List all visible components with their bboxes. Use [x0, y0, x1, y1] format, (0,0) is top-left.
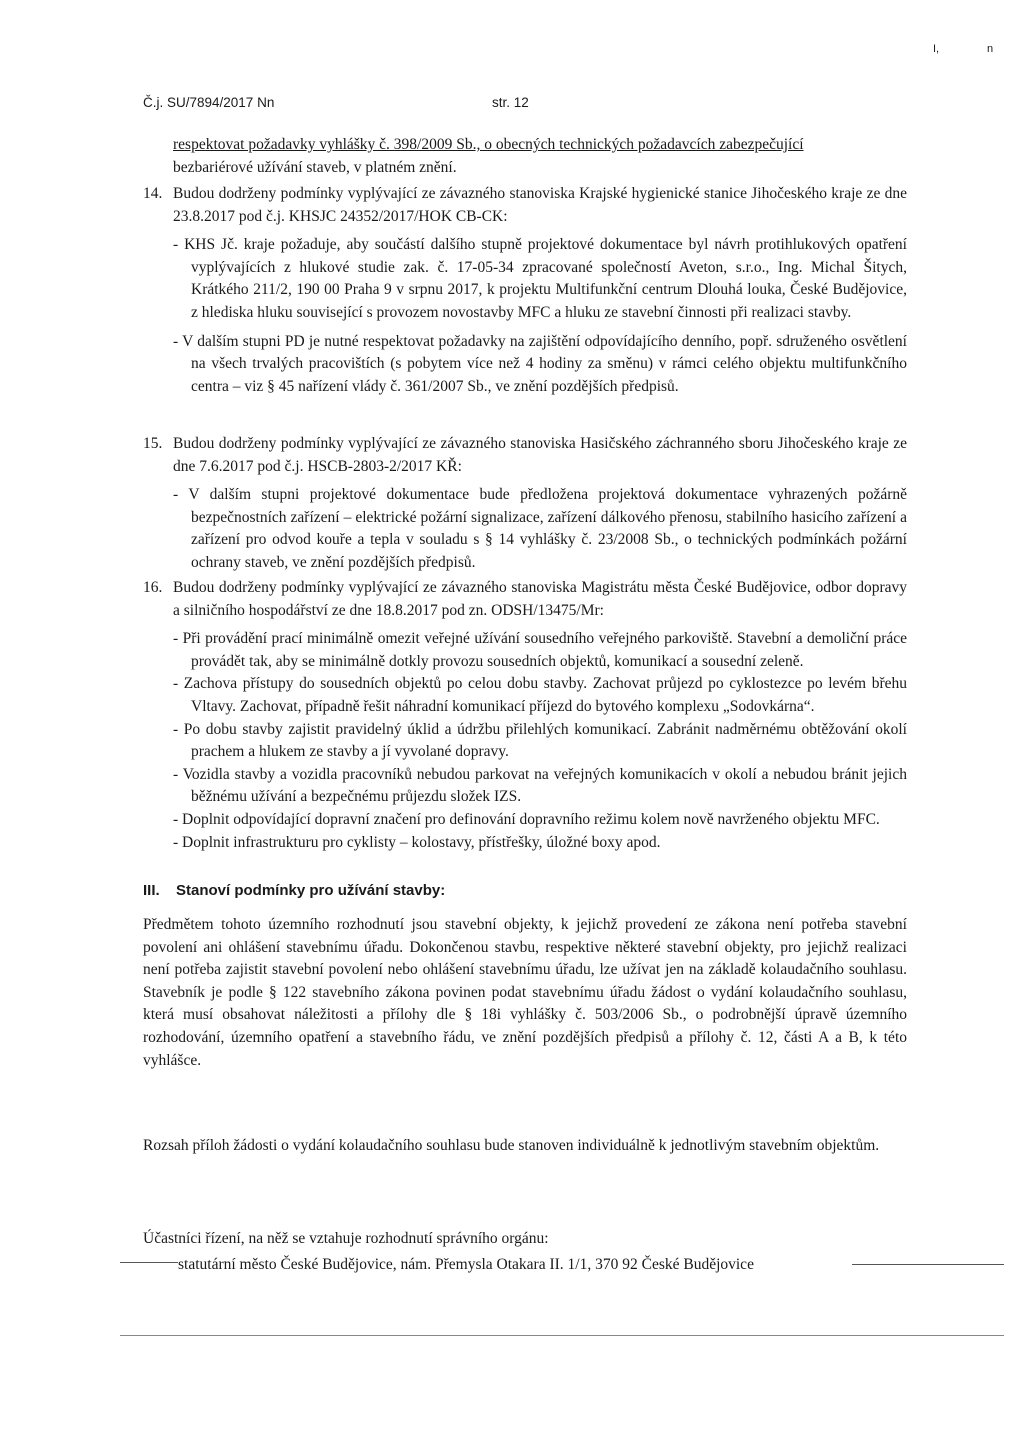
section-3-paragraph-2: Rozsah příloh žádosti o vydání kolaudačního souhlasu bude stanoven individuálně k jednotlivým stavebním objektům.: [143, 1137, 880, 1154]
section-3-paragraph-1: Předmětem tohoto územního rozhodnutí jsou stavební objekty, k jejichž provedení ze zákona není potřeba stavební povolení ani ohlášení stavebnímu úřadu. Dokončenou stavbu, respektive některé stavební objekty, pro jejichž realizaci není potřeba zajistit stavební povolení nebo ohlášení stavebnímu úřadu, lze užívat jen na základě kolaudačního souhlasu. Stavebník je podle § 122 stavebního zákona povinen podat stavebnímu úřadu žádost o vydání kolaudačního souhlasu, která musí obsahovat náležitosti a přílohy dle § 18i vyhlášky č. 503/2006 Sb., o podrobnější úpravě územního rozhodování, územního opatření a stavebního řádu, ve znění pozdějších předpisů a přílohy č. 12, části A a B, k této vyhlášce.: [143, 916, 907, 1069]
item-14-number: 14.: [143, 185, 163, 202]
item-16-sub: - Při provádění prací minimálně omezit veřejné užívání sousedního veřejného parkoviště. Stavební a demoliční práce provádět tak, aby se minimálně dotkly provozu sousedních objektů, komunikací a sousední zeleně.: [173, 630, 907, 670]
intro-paragraph: [173, 134, 913, 179]
item-16: [173, 577, 907, 854]
item-16-text: Budou dodrženy podmínky vyplývající ze závazného stanoviska Magistrátu města České Budějovice, odbor dopravy a silničního hospodářství ze dne 18.8.2017 pod zn. ODSH/13475/Mr:: [173, 579, 907, 619]
item-16-sub: - Vozidla stavby a vozidla pracovníků nebudou parkovat na veřejných komunikacích v okolí a nebudou bránit jejich běžnému užívání a bezpečnému průjezdu složek IZS.: [173, 765, 907, 806]
section-3-heading: [143, 880, 445, 903]
participants-entry: statutární město České Budějovice, nám. Přemysla Otakara II. 1/1, 370 92 České Budějovice: [178, 1256, 754, 1273]
section-3-title: Stanoví podmínky pro užívání stavby:: [176, 882, 446, 899]
item-15-text: Budou dodrženy podmínky vyplývající ze závazného stanoviska Hasičského záchranného sboru Jihočeského kraje ze dne 7.6.2017 pod č.j. HSCB-2803-2/2017 KŘ:: [173, 435, 907, 475]
item-16-sub: - Po dobu stavby zajistit pravidelný úklid a údržbu přilehlých komunikací. Zabránit nadměrnému obtěžování okolí prachem a hlukem ze stavby a jí vyvolané dopravy.: [173, 720, 907, 761]
item-15: [173, 433, 907, 581]
participants-rule-right: [852, 1264, 1004, 1265]
item-14-text: Budou dodrženy podmínky vyplývající ze závazného stanoviska Krajské hygienické stanice Jihočeského kraje ze dne 23.8.2017 pod č.j. KHSJC 24352/2017/HOK CB-CK:: [173, 185, 907, 225]
item-16-sub: - Doplnit odpovídající dopravní značení pro definování dopravního režimu kolem nově navrženého objektu MFC.: [173, 810, 880, 828]
item-15-number: 15.: [143, 435, 163, 452]
page-number: str. 12: [492, 95, 529, 110]
corner-mark-right: n: [987, 43, 994, 55]
item-16-number: 16.: [143, 579, 163, 596]
item-16-sub: - Zachova přístupy do sousedních objektů po celou dobu stavby. Zachovat průjezd po cyklostezce po levém břehu Vltavy. Zachovat, případně řešit náhradní komunikací příjezd do bytového komplexu „Sodovkárna“.: [173, 675, 907, 715]
bottom-divider: [120, 1335, 1004, 1336]
item-15-sub-1: - V dalším stupni projektové dokumentace bude předložena projektová dokumentace vyhrazených požárně bezpečnostních zařízení – elektrické požární signalizace, zařízení dálkového přenosu, stabilního hasicího zařízení a zařízení pro odvod kouře a tepla v souladu s § 14 vyhlášky č. 23/2008 Sb., o technických podmínkách požární ochrany staveb, ve znění pozdějších předpisů.: [173, 486, 907, 571]
item-14: [173, 183, 907, 404]
item-14-sub-2: - V dalším stupni PD je nutné respektovat požadavky na zajištění odpovídajícího denního, popř. sdruženého osvětlení na všech trvalých pracovištích (s pobytem více než 4 hodiny za směnu) v rámci celého objektu multifunkčního centra – viz § 45 nařízení vlády č. 361/2007 Sb., ve znění pozdějších předpisů.: [173, 332, 907, 395]
intro-line-1: respektovat požadavky vyhlášky č. 398/2009 Sb., o obecných technických požadavcích zabezpečující: [173, 136, 804, 153]
section-3-number: III.: [143, 882, 160, 899]
document-reference: Č.j. SU/7894/2017 Nn: [143, 95, 275, 110]
corner-mark-left: I,: [933, 43, 940, 55]
item-14-sub-1: - KHS Jč. kraje požaduje, aby součástí dalšího stupně projektové dokumentace byl návrh protihlukových opatření vyplývajících z hlukové studie zak. č. 17-05-34 zpracované společností Aveton, s.r.o., Ing. Michal Šitych, Krátkého 211/2, 190 00 Praha 9 v srpnu 2017, k projektu Multifunkční centrum Dlouhá louka, České Budějovice, z hlediska hluku související s provozem novostavby MFC a hluku ze stavební činnosti při realizaci stavby.: [173, 236, 907, 321]
intro-line-2: bezbariérové užívání staveb, v platném znění.: [173, 158, 457, 176]
participants-label: Účastníci řízení, na něž se vztahuje rozhodnutí správního orgánu:: [143, 1230, 549, 1247]
item-16-sub: - Doplnit infrastrukturu pro cyklisty – kolostavy, přístřešky, úložné boxy apod.: [173, 833, 661, 851]
participants-rule-left: [120, 1262, 178, 1263]
